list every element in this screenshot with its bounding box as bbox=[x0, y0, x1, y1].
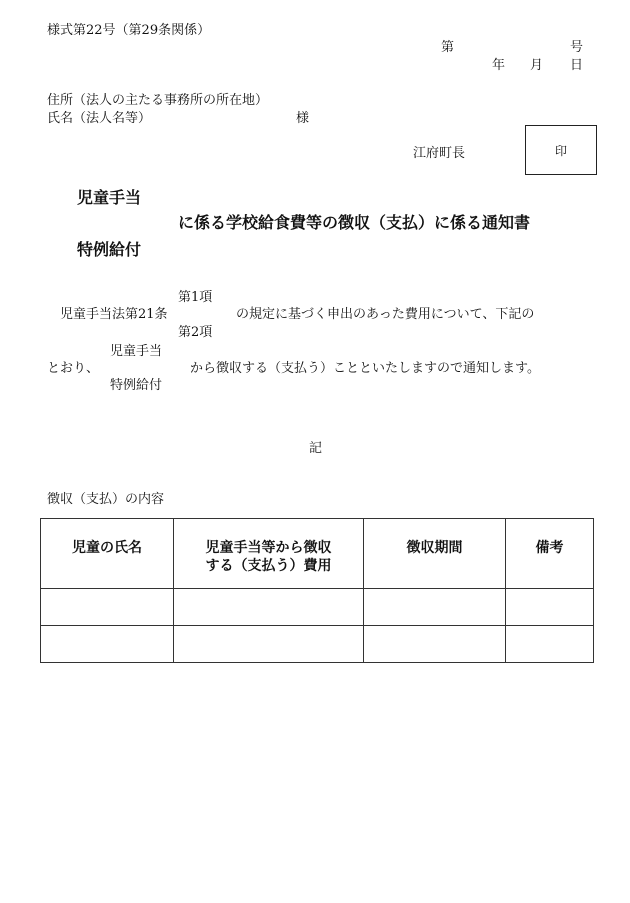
doc-number-prefix: 第 bbox=[441, 40, 455, 55]
recipient-honorific: 様 bbox=[296, 111, 310, 126]
table-header-row bbox=[41, 519, 594, 589]
doc-number-suffix: 号 bbox=[570, 40, 584, 55]
note-heading: 記 bbox=[309, 441, 323, 456]
header-remarks: 備考 bbox=[506, 519, 594, 589]
title-option-child-allowance: 児童手当 bbox=[77, 188, 142, 207]
document-title: に係る学校給食費等の徴収（支払）に係る通知書 bbox=[178, 213, 531, 232]
body-law: 児童手当法第21条 bbox=[60, 307, 168, 322]
header-period: 徴収期間 bbox=[364, 519, 506, 589]
recipient-address-label: 住所（法人の主たる事務所の所在地） bbox=[47, 93, 269, 108]
seal-label: 印 bbox=[554, 143, 567, 158]
table-cell[interactable] bbox=[174, 589, 364, 626]
recipient-name-label: 氏名（法人名等） bbox=[47, 111, 152, 126]
body-line1-rest: の規定に基づく申出のあった費用について、下記の bbox=[236, 307, 535, 322]
seal-box bbox=[525, 125, 597, 175]
body-clause-1: 第1項 bbox=[178, 290, 213, 305]
section-heading: 徴収（支払）の内容 bbox=[47, 492, 165, 507]
header-cost: 児童手当等から徴収する（支払う）費用 bbox=[174, 519, 364, 589]
table-cell[interactable] bbox=[364, 589, 506, 626]
header-child-name: 児童の氏名 bbox=[41, 519, 174, 589]
table-cell[interactable] bbox=[506, 626, 594, 663]
date-year: 年 bbox=[492, 58, 506, 73]
table-cell[interactable] bbox=[41, 626, 174, 663]
form-number: 様式第22号（第29条関係） bbox=[47, 23, 211, 38]
title-option-special-benefit: 特例給付 bbox=[77, 240, 142, 259]
body-clause-2: 第2項 bbox=[178, 325, 213, 340]
issuer-title: 江府町長 bbox=[413, 146, 466, 161]
table-row bbox=[41, 589, 594, 626]
date-day: 日 bbox=[570, 58, 584, 73]
table-row bbox=[41, 626, 594, 663]
content-table bbox=[40, 518, 594, 663]
table-cell[interactable] bbox=[174, 626, 364, 663]
date-month: 月 bbox=[530, 58, 544, 73]
table-cell[interactable] bbox=[364, 626, 506, 663]
body-option-special-benefit: 特例給付 bbox=[110, 378, 163, 393]
table-cell[interactable] bbox=[506, 589, 594, 626]
table-cell[interactable] bbox=[41, 589, 174, 626]
body-option-child-allowance: 児童手当 bbox=[110, 344, 163, 359]
body-line2-rest: から徴収する（支払う）ことといたしますので通知します。 bbox=[190, 361, 540, 376]
body-line2-start: とおり、 bbox=[47, 361, 100, 376]
